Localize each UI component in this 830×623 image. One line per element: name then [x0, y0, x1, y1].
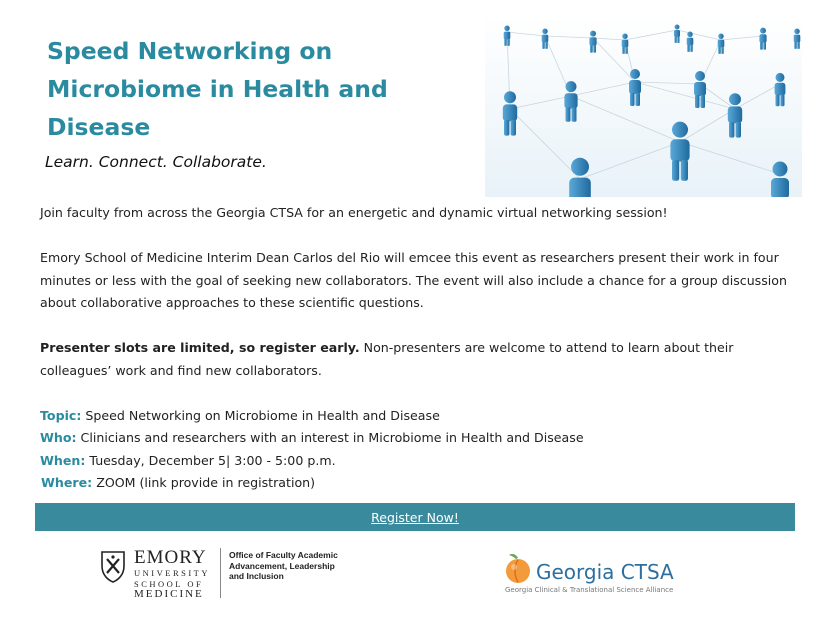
register-bar — [35, 503, 795, 531]
ctsa-name: Georgia CTSA — [536, 560, 674, 584]
georgia-peach-icon — [503, 552, 533, 584]
people-network-icon — [485, 14, 802, 197]
register-now-link[interactable]: Register Now! — [371, 509, 459, 525]
emory-medicine: MEDICINE — [134, 588, 204, 600]
emory-school-of: SCHOOL OF — [134, 578, 204, 589]
emory-logo — [100, 548, 339, 600]
emcee-paragraph: Emory School of Medicine Interim Dean Carlos del Rio will emcee this event as researchers present their work in four minutes or less with the goal of seeking new collaborators. The event will also include a chance for a group discussion about collaborative approaches to these scientific questions. — [40, 250, 787, 310]
detail-value: Tuesday, December 5| 3:00 - 5:00 p.m. — [85, 452, 336, 468]
detail-label: Topic: — [40, 407, 82, 423]
presenter-paragraph — [40, 337, 800, 382]
detail-where — [40, 472, 800, 495]
tagline: Learn. Connect. Collaborate. — [45, 153, 267, 171]
emory-office-name: Office of Faculty Academic Advancement, Leadership and Inclusion — [229, 550, 338, 581]
detail-who — [40, 427, 800, 450]
logo-divider — [220, 548, 221, 598]
detail-value: Speed Networking on Microbiome in Health and Disease — [81, 407, 440, 423]
detail-value: ZOOM (link provide in registration) — [92, 475, 316, 490]
detail-label: Who: — [40, 430, 77, 445]
detail-label: When: — [40, 452, 86, 468]
detail-label: Where: — [41, 475, 93, 490]
emory-shield-icon — [100, 550, 126, 584]
presenter-note: Presenter slots are limited, so register early. — [40, 340, 360, 355]
emory-university: UNIVERSITY — [134, 568, 210, 578]
detail-topic — [40, 405, 800, 428]
emory-wordmark — [134, 548, 210, 600]
intro-paragraph: Join faculty from across the Georgia CTSA for an energetic and dynamic virtual networking session! — [40, 205, 668, 220]
georgia-ctsa-logo — [503, 552, 703, 598]
ctsa-tagline: Georgia Clinical & Translational Science Alliance — [505, 586, 674, 594]
page-title: Speed Networking on Microbiome in Health and Disease — [47, 37, 388, 141]
detail-when — [40, 450, 800, 473]
detail-value: Clinicians and researchers with an interest in Microbiome in Health and Disease — [76, 430, 584, 445]
event-description — [40, 202, 800, 495]
presenter-note-rest: Non-presenters are welcome to attend to learn about their colleagues’ work and find new collaborators. — [40, 340, 734, 378]
emory-name: EMORY — [134, 547, 207, 568]
